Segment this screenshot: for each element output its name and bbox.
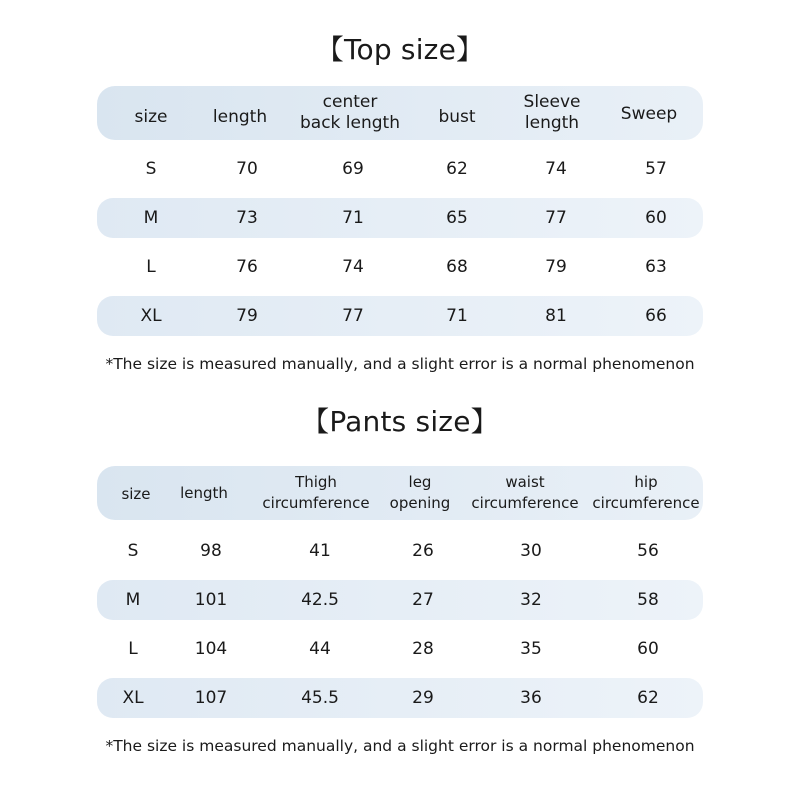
cell-sweep: 66 bbox=[645, 306, 667, 326]
col-header-leg-opening: leg opening bbox=[389, 473, 451, 512]
cell-thigh-circumference: 42.5 bbox=[301, 590, 339, 610]
cell-sweep: 60 bbox=[645, 208, 667, 228]
col-header-sweep: Sweep bbox=[620, 103, 678, 124]
cell-size: L bbox=[128, 639, 138, 659]
cell-waist-circumference: 30 bbox=[520, 541, 542, 561]
cell-thigh-circumference: 45.5 bbox=[301, 688, 339, 708]
cell-waist-circumference: 36 bbox=[520, 688, 542, 708]
cell-center-back-length: 77 bbox=[342, 306, 364, 326]
cell-length: 101 bbox=[194, 590, 228, 610]
cell-bust: 65 bbox=[446, 208, 468, 228]
cell-thigh-circumference: 44 bbox=[309, 639, 331, 659]
cell-leg-opening: 29 bbox=[412, 688, 434, 708]
cell-sweep: 63 bbox=[645, 257, 667, 277]
cell-bust: 71 bbox=[446, 306, 468, 326]
cell-length: 104 bbox=[194, 639, 228, 659]
cell-size: XL bbox=[140, 306, 162, 326]
pants-size-note: *The size is measured manually, and a slight error is a normal phenomenon bbox=[105, 737, 695, 755]
cell-sleeve-length: 74 bbox=[545, 159, 567, 179]
cell-bust: 68 bbox=[446, 257, 468, 277]
cell-hip-circumference: 58 bbox=[637, 590, 659, 610]
col-header-thigh-circumference: Thigh circumference bbox=[262, 473, 370, 512]
cell-center-back-length: 71 bbox=[342, 208, 364, 228]
table-row bbox=[97, 678, 703, 718]
cell-size: M bbox=[143, 208, 159, 228]
col-header-sleeve-length: Sleeve length bbox=[523, 92, 581, 133]
col-header-length: length bbox=[212, 106, 268, 127]
pants-size-header-row bbox=[97, 466, 703, 520]
cell-sleeve-length: 79 bbox=[545, 257, 567, 277]
cell-bust: 62 bbox=[446, 159, 468, 179]
col-header-waist-circumference: waist circumference bbox=[471, 473, 579, 512]
table-row bbox=[97, 149, 703, 189]
col-header-length: length bbox=[180, 483, 228, 502]
cell-length: 70 bbox=[236, 159, 258, 179]
cell-thigh-circumference: 41 bbox=[309, 541, 331, 561]
cell-center-back-length: 69 bbox=[342, 159, 364, 179]
cell-length: 107 bbox=[194, 688, 228, 708]
cell-size: S bbox=[127, 541, 139, 561]
cell-length: 73 bbox=[236, 208, 258, 228]
col-header-bust: bust bbox=[438, 106, 476, 127]
cell-hip-circumference: 56 bbox=[637, 541, 659, 561]
col-header-hip-circumference: hip circumference bbox=[592, 473, 700, 512]
table-row bbox=[97, 198, 703, 238]
table-row bbox=[97, 629, 703, 669]
cell-sweep: 57 bbox=[645, 159, 667, 179]
top-size-header-row bbox=[97, 86, 703, 140]
cell-size: XL bbox=[122, 688, 144, 708]
cell-length: 98 bbox=[200, 541, 222, 561]
cell-size: M bbox=[125, 590, 141, 610]
cell-sleeve-length: 81 bbox=[545, 306, 567, 326]
cell-leg-opening: 28 bbox=[412, 639, 434, 659]
top-size-title: 【Top size】 bbox=[315, 33, 485, 66]
table-row bbox=[97, 531, 703, 571]
cell-leg-opening: 27 bbox=[412, 590, 434, 610]
table-row bbox=[97, 296, 703, 336]
top-size-note: *The size is measured manually, and a slight error is a normal phenomenon bbox=[105, 355, 695, 373]
cell-size: S bbox=[145, 159, 157, 179]
col-header-size: size bbox=[134, 106, 168, 127]
table-row bbox=[97, 247, 703, 287]
cell-leg-opening: 26 bbox=[412, 541, 434, 561]
cell-sleeve-length: 77 bbox=[545, 208, 567, 228]
cell-hip-circumference: 62 bbox=[637, 688, 659, 708]
cell-waist-circumference: 32 bbox=[520, 590, 542, 610]
cell-waist-circumference: 35 bbox=[520, 639, 542, 659]
cell-size: L bbox=[146, 257, 156, 277]
cell-center-back-length: 74 bbox=[342, 257, 364, 277]
pants-size-table bbox=[97, 466, 703, 718]
cell-length: 79 bbox=[236, 306, 258, 326]
pants-size-title: 【Pants size】 bbox=[301, 405, 499, 438]
col-header-size: size bbox=[121, 484, 151, 503]
cell-hip-circumference: 60 bbox=[637, 639, 659, 659]
top-size-table bbox=[97, 86, 703, 336]
col-header-center-back-length: center back length bbox=[300, 92, 400, 133]
table-row bbox=[97, 580, 703, 620]
cell-length: 76 bbox=[236, 257, 258, 277]
